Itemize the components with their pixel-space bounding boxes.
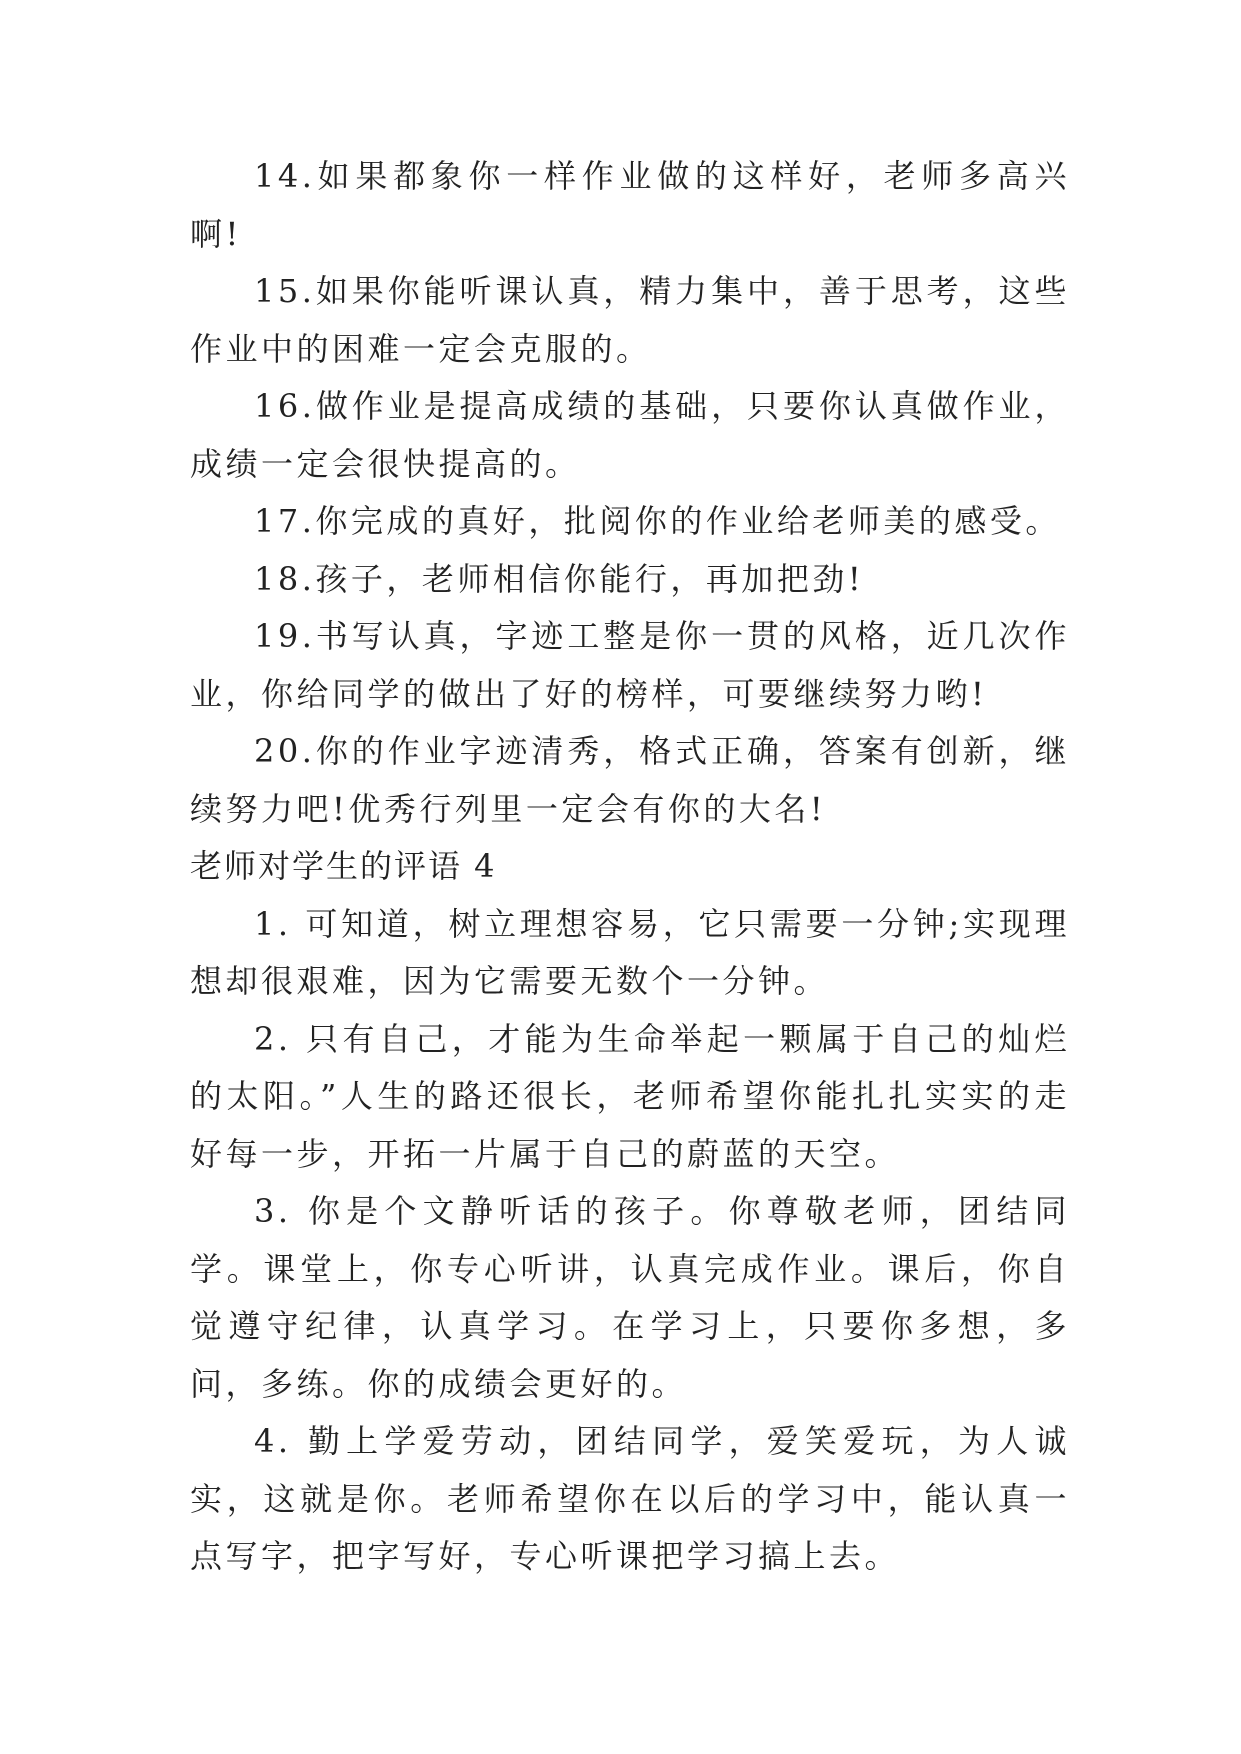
comment-paragraph-16: 16.做作业是提高成绩的基础，只要你认真做作业，成绩一定会很快提高的。	[190, 387, 1070, 483]
section-paragraph-3: 3. 你是个文静听话的孩子。你尊敬老师，团结同学。课堂上，你专心听讲，认真完成作业。课后，你自觉遵守纪律，认真学习。在学习上，只要你多想，多问，多练。你的成绩会更好的。	[190, 1192, 1070, 1403]
comment-paragraph-14: 14.如果都象你一样作业做的这样好，老师多高兴啊!	[190, 157, 1070, 253]
comment-paragraph-15: 15.如果你能听课认真，精力集中，善于思考，这些作业中的困难一定会克服的。	[190, 272, 1070, 368]
section-paragraph-4: 4. 勤上学爱劳动，团结同学，爱笑爱玩，为人诚实，这就是你。老师希望你在以后的学习中，能认真一点写字，把字写好，专心听课把学习搞上去。	[190, 1422, 1070, 1575]
comment-paragraph-20: 20.你的作业字迹清秀，格式正确，答案有创新，继续努力吧!优秀行列里一定会有你的大名!	[190, 732, 1070, 828]
comment-paragraph-17: 17.你完成的真好，批阅你的作业给老师美的感受。	[254, 502, 1061, 540]
section-paragraph-2: 2. 只有自己，才能为生命举起一颗属于自己的灿烂的太阳。”人生的路还很长，老师希望你能扎扎实实的走好每一步，开拓一片属于自己的蔚蓝的天空。	[190, 1019, 1070, 1173]
section-paragraph-1: 1. 可知道，树立理想容易，它只需要一分钟;实现理想却很艰难，因为它需要无数个一分钟。	[190, 904, 1070, 1000]
comment-paragraph-19: 19.书写认真，字迹工整是你一贯的风格，近几次作业，你给同学的做出了好的榜样，可要继续努力哟!	[190, 617, 1070, 713]
document-body	[190, 148, 1070, 1586]
comment-paragraph-18: 18.孩子，老师相信你能行，再加把劲!	[254, 559, 865, 598]
section-heading: 老师对学生的评语 4	[190, 847, 497, 885]
